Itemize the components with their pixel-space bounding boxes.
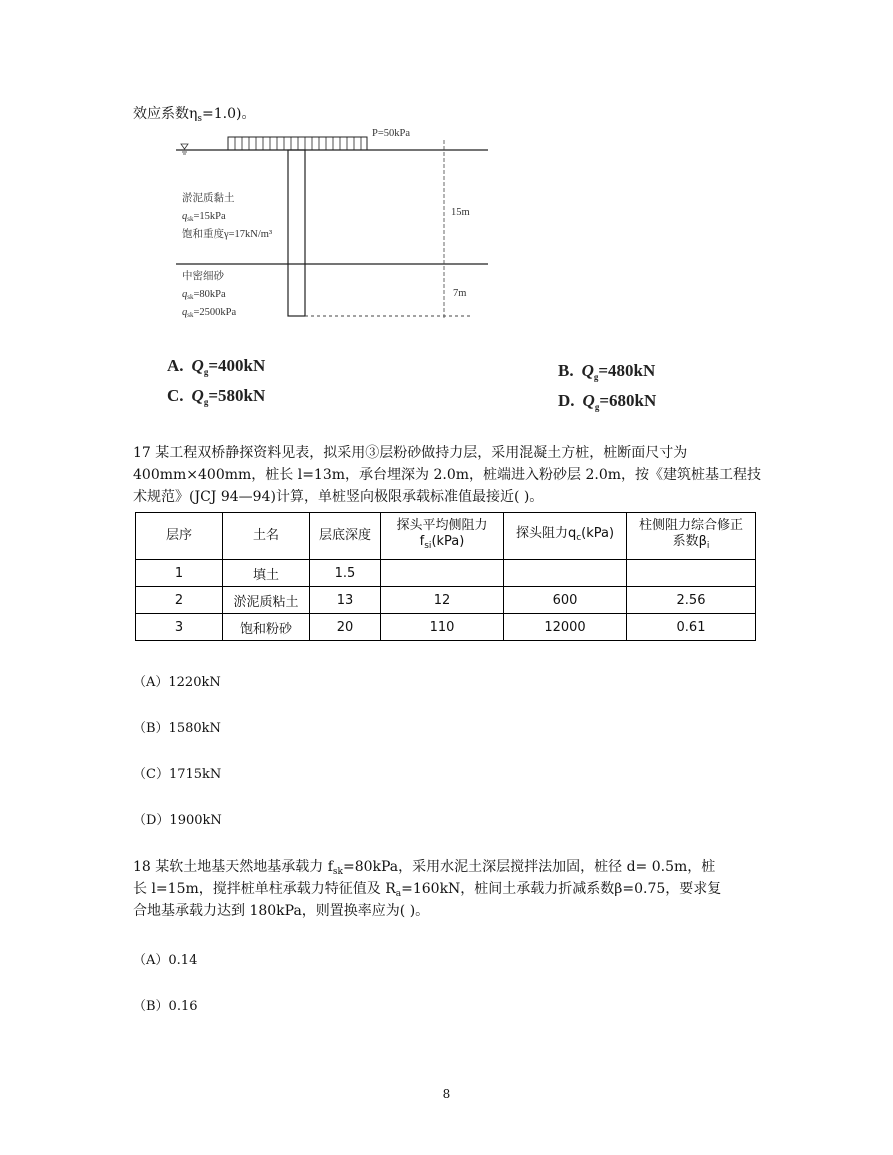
layer2-name: 中密细砂 [182, 271, 224, 282]
layer1-gamma: 饱和重度γ=17kN/m³ [182, 229, 273, 240]
table-cell: 110 [381, 614, 504, 641]
header-depth: 层底深度 [310, 513, 381, 560]
table-cell: 2.56 [627, 587, 756, 614]
layer2-thickness: 7m [453, 288, 467, 299]
water-table-icon [181, 144, 188, 154]
table-cell: 600 [504, 587, 627, 614]
pile-figure [0, 0, 893, 420]
q17-line2: 400mm×400mm，桩长 l=13m，承台埋深为 2.0m，桩端进入粉砂层 2.0m，按《建筑桩基工程技 [133, 467, 762, 483]
table-cell [504, 560, 627, 587]
table-cell: 1.5 [310, 560, 381, 587]
layer2-q1: qsk=80kPa [182, 289, 226, 301]
q17-line1: 17 某工程双桥静探资料见表，拟采用③层粉砂做持力层，采用混凝土方桩，桩断面尺寸为 [133, 445, 688, 461]
q17-choice-d: （D）1900kN [133, 813, 222, 828]
option-c: C. $Q_g=580kN$ [167, 386, 266, 407]
table-row [136, 587, 756, 614]
q18-line2: 长 l=15m，搅拌桩单柱承载力特征值及 $R_a=160kN$，桩间土承载力折减系数β=0.75，要求复 [133, 881, 722, 899]
table-cell: 12 [381, 587, 504, 614]
table-row [136, 560, 756, 587]
q17-choice-c: （C）1715kN [133, 767, 222, 782]
q17-choice-b: （B）1580kN [133, 721, 221, 736]
soil-table [135, 512, 756, 641]
option-a: A. $Q_g=400kN$ [167, 356, 266, 377]
distributed-load [228, 137, 367, 150]
option-b: B. $Q_g=480kN$ [558, 361, 656, 382]
table-cell: 20 [310, 614, 381, 641]
table-cell: 1 [136, 560, 223, 587]
table-cell: 饱和粉砂 [223, 614, 310, 641]
layer1-q: qsk=15kPa [182, 211, 226, 223]
layer2-q2: qsk=2500kPa [182, 307, 237, 319]
layer1-thickness: 15m [451, 207, 470, 218]
table-cell: 13 [310, 587, 381, 614]
header-side-resistance: 探头平均侧阻力 $f_{si}(kPa)$ [381, 513, 504, 560]
header-correction-coef: 柱侧阻力综合修正 系数$\beta_i$ [627, 513, 756, 560]
table-cell: 0.61 [627, 614, 756, 641]
header-soil-name: 土名 [223, 513, 310, 560]
q18-choice-b: （B）0.16 [133, 999, 198, 1014]
q17-line3: 术规范》(JCJ 94—94)计算，单桩竖向极限承载标准值最接近( )。 [133, 489, 544, 505]
option-d: D. $Q_g=680kN$ [558, 391, 657, 412]
table-header-row [136, 513, 756, 560]
header-layer-no: 层序 [136, 513, 223, 560]
intro-line: 效应系数$\eta_s=1.0$)。 [133, 106, 256, 124]
table-cell: 填土 [223, 560, 310, 587]
table-cell: 2 [136, 587, 223, 614]
header-tip-resistance: 探头阻力$q_c(kPa)$ [504, 513, 627, 560]
q18-choice-a: （A）0.14 [133, 953, 198, 968]
q18-line1: 18 某软土地基天然地基承载力 $f_{sk}=80kPa$，采用水泥土深层搅拌法加固，桩径 d= 0.5m，桩 [133, 859, 716, 877]
table-cell: 3 [136, 614, 223, 641]
table-cell [627, 560, 756, 587]
table-row [136, 614, 756, 641]
table-cell: 淤泥质粘土 [223, 587, 310, 614]
table-cell: 12000 [504, 614, 627, 641]
pile [288, 150, 305, 316]
page-number: 8 [442, 1087, 451, 1101]
layer1-name: 淤泥质黏土 [182, 193, 235, 204]
q18-line3: 合地基承载力达到 180kPa，则置换率应为( )。 [133, 903, 430, 919]
load-label: P=50kPa [372, 128, 411, 139]
q17-choice-a: （A）1220kN [133, 675, 221, 690]
table-cell [381, 560, 504, 587]
